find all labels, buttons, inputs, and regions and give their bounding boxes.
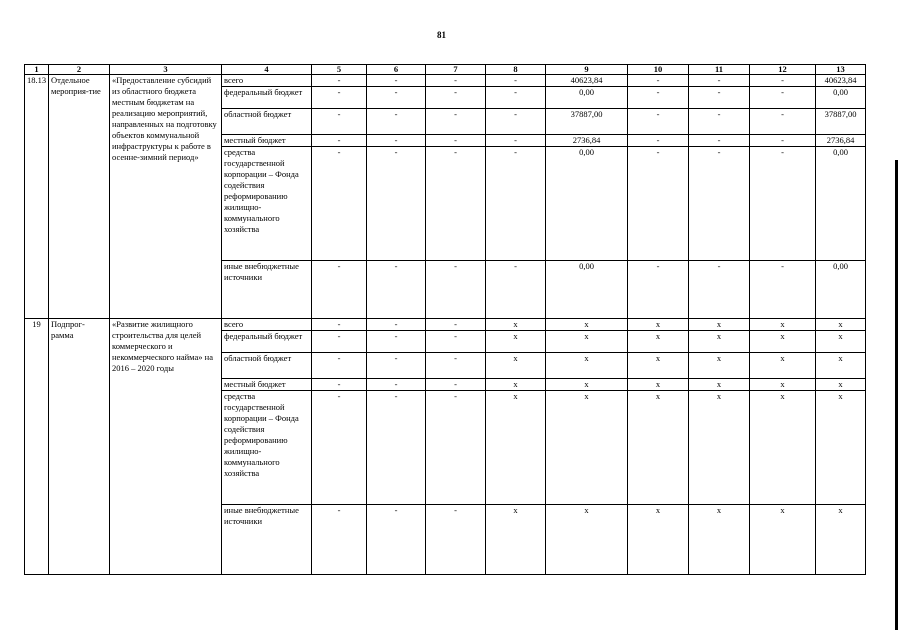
value-cell: x [750, 331, 816, 353]
value-cell: - [426, 379, 486, 391]
value-cell: - [486, 135, 546, 147]
value-cell: x [628, 319, 689, 331]
value-cell: - [689, 87, 750, 109]
value-cell: - [628, 135, 689, 147]
value-cell: - [689, 109, 750, 135]
funding-source: иные внебюджетные источники [222, 505, 312, 575]
funding-source: местный бюджет [222, 135, 312, 147]
value-cell: x [689, 331, 750, 353]
value-cell: x [689, 391, 750, 505]
value-cell: - [367, 505, 426, 575]
value-cell: - [426, 391, 486, 505]
header-cell: 9 [546, 65, 628, 75]
header-cell: 8 [486, 65, 546, 75]
funding-source: местный бюджет [222, 379, 312, 391]
value-cell: - [486, 261, 546, 319]
value-cell: - [367, 379, 426, 391]
value-cell: 0,00 [546, 87, 628, 109]
value-cell: x [816, 505, 866, 575]
header-cell: 2 [49, 65, 110, 75]
value-cell: x [689, 353, 750, 379]
funding-source: иные внебюджетные источники [222, 261, 312, 319]
value-cell: - [750, 261, 816, 319]
row-number: 19 [25, 319, 49, 575]
value-cell: - [426, 353, 486, 379]
value-cell: x [628, 331, 689, 353]
header-cell: 12 [750, 65, 816, 75]
value-cell: - [486, 75, 546, 87]
value-cell: - [689, 261, 750, 319]
value-cell: 2736,84 [546, 135, 628, 147]
funding-source: средства государственной корпорации – Фонда содействия реформированию жилищно-коммунального хозяйства [222, 147, 312, 261]
value-cell: - [426, 75, 486, 87]
value-cell: - [486, 87, 546, 109]
value-cell: x [816, 379, 866, 391]
value-cell: - [312, 261, 367, 319]
value-cell: x [486, 379, 546, 391]
value-cell: 0,00 [816, 87, 866, 109]
value-cell: 37887,00 [546, 109, 628, 135]
value-cell: x [486, 391, 546, 505]
header-cell: 13 [816, 65, 866, 75]
value-cell: 0,00 [816, 261, 866, 319]
value-cell: - [426, 331, 486, 353]
value-cell: x [750, 505, 816, 575]
value-cell: x [816, 331, 866, 353]
value-cell: x [546, 391, 628, 505]
value-cell: x [628, 379, 689, 391]
header-row [25, 65, 866, 75]
scan-edge-line [895, 160, 898, 630]
value-cell: - [367, 147, 426, 261]
value-cell: - [628, 147, 689, 261]
value-cell: - [312, 331, 367, 353]
value-cell: x [816, 319, 866, 331]
value-cell: - [689, 75, 750, 87]
value-cell: - [689, 135, 750, 147]
value-cell: x [689, 505, 750, 575]
value-cell: 40623,84 [816, 75, 866, 87]
page-number: 81 [437, 30, 446, 40]
value-cell: - [367, 135, 426, 147]
value-cell: x [816, 391, 866, 505]
table-row [25, 75, 866, 87]
value-cell: x [546, 379, 628, 391]
value-cell: x [750, 391, 816, 505]
value-cell: - [312, 505, 367, 575]
table-body [25, 65, 866, 575]
value-cell: - [486, 109, 546, 135]
funding-source: средства государственной корпорации – Фонда содействия реформированию жилищно-коммунального хозяйства [222, 391, 312, 505]
value-cell: - [312, 391, 367, 505]
value-cell: x [628, 505, 689, 575]
value-cell: 40623,84 [546, 75, 628, 87]
value-cell: x [546, 319, 628, 331]
value-cell: - [750, 109, 816, 135]
value-cell: - [312, 135, 367, 147]
value-cell: x [628, 391, 689, 505]
value-cell: x [546, 353, 628, 379]
value-cell: - [628, 261, 689, 319]
header-cell: 3 [110, 65, 222, 75]
value-cell: - [312, 109, 367, 135]
value-cell: - [312, 319, 367, 331]
value-cell: x [689, 379, 750, 391]
header-cell: 11 [689, 65, 750, 75]
value-cell: x [486, 505, 546, 575]
value-cell: - [486, 147, 546, 261]
value-cell: 0,00 [816, 147, 866, 261]
header-cell: 10 [628, 65, 689, 75]
value-cell: - [367, 75, 426, 87]
value-cell: - [750, 75, 816, 87]
value-cell: x [750, 379, 816, 391]
value-cell: - [750, 87, 816, 109]
value-cell: - [426, 261, 486, 319]
funding-source: федеральный бюджет [222, 331, 312, 353]
value-cell: - [367, 331, 426, 353]
value-cell: - [312, 379, 367, 391]
header-cell: 7 [426, 65, 486, 75]
header-cell: 6 [367, 65, 426, 75]
value-cell: - [426, 135, 486, 147]
value-cell: - [367, 261, 426, 319]
value-cell: - [426, 505, 486, 575]
funding-source: федеральный бюджет [222, 87, 312, 109]
value-cell: 37887,00 [816, 109, 866, 135]
value-cell: - [426, 147, 486, 261]
value-cell: - [367, 391, 426, 505]
value-cell: x [486, 353, 546, 379]
value-cell: x [816, 353, 866, 379]
value-cell: - [628, 75, 689, 87]
value-cell: - [367, 87, 426, 109]
value-cell: 0,00 [546, 261, 628, 319]
budget-table [24, 64, 866, 575]
value-cell: - [367, 319, 426, 331]
header-cell: 1 [25, 65, 49, 75]
item-description: «Предоставление субсидий из областного бюджета местным бюджетам на реализацию мероприятий, направленных на подготовку объектов коммунальной инфраструктуры к работе в осенне-зимний период» [110, 75, 222, 319]
value-cell: - [628, 87, 689, 109]
header-cell: 4 [222, 65, 312, 75]
value-cell: - [426, 109, 486, 135]
value-cell: - [750, 135, 816, 147]
value-cell: - [426, 87, 486, 109]
value-cell: - [312, 75, 367, 87]
item-description: «Развитие жилищного строительства для целей коммерческого и некоммерческого найма» на 2016 – 2020 годы [110, 319, 222, 575]
value-cell: x [486, 331, 546, 353]
value-cell: 0,00 [546, 147, 628, 261]
value-cell: - [689, 147, 750, 261]
value-cell: x [486, 319, 546, 331]
funding-source: всего [222, 75, 312, 87]
value-cell: - [628, 109, 689, 135]
value-cell: - [312, 87, 367, 109]
funding-source: областной бюджет [222, 353, 312, 379]
value-cell: x [628, 353, 689, 379]
value-cell: x [750, 353, 816, 379]
item-kind: Подпрог-рамма [49, 319, 110, 575]
table-row [25, 319, 866, 331]
value-cell: - [312, 353, 367, 379]
funding-source: всего [222, 319, 312, 331]
value-cell: - [312, 147, 367, 261]
value-cell: x [750, 319, 816, 331]
value-cell: x [546, 505, 628, 575]
funding-source: областной бюджет [222, 109, 312, 135]
header-cell: 5 [312, 65, 367, 75]
item-kind: Отдельное мероприя-тие [49, 75, 110, 319]
value-cell: - [367, 353, 426, 379]
value-cell: x [546, 331, 628, 353]
row-number: 18.13 [25, 75, 49, 319]
value-cell: x [689, 319, 750, 331]
value-cell: - [426, 319, 486, 331]
value-cell: 2736,84 [816, 135, 866, 147]
value-cell: - [367, 109, 426, 135]
value-cell: - [750, 147, 816, 261]
